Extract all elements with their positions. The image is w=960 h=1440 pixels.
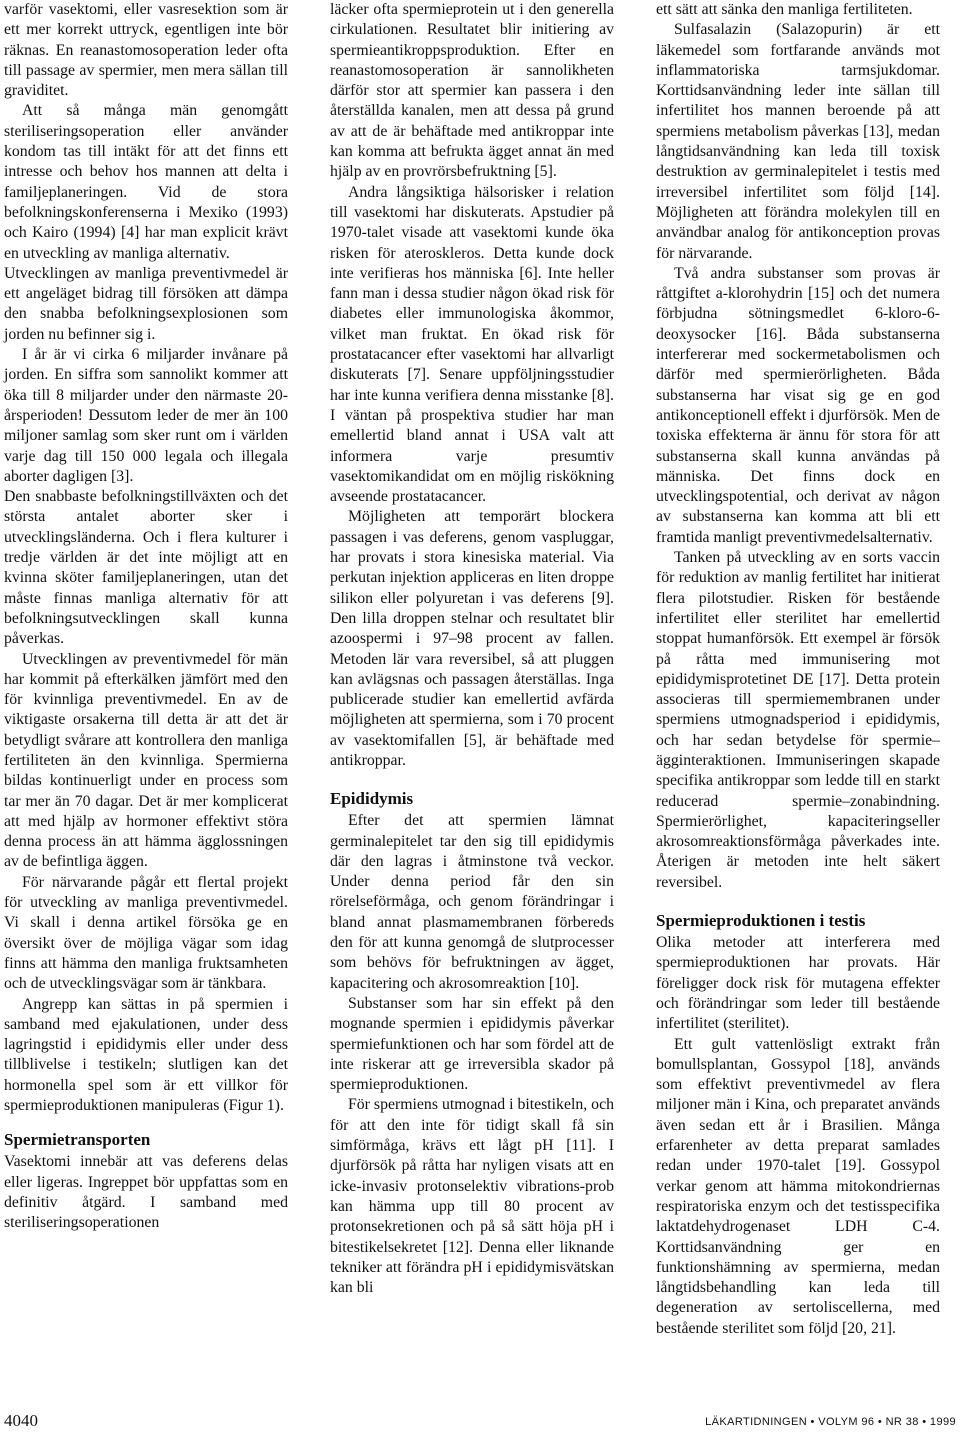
paragraph: Sulfasalazin (Salazopurin) är ett läkemedel som fortfarande används mot inflammatoriska tarmsjukdomar. Korttidsanvändning leder inte sällan till infertilitet hos mannen beroende på att spermiens metabolism påverkas [13], medan långtidsanvändning kan leda till toxisk destruktion av germinalepitelet i testis med irreversibel infertilitet som följd [14]. Möjligheten att förändra molekylen till en användbar analog för antikonception provas för närvarande.	[656, 21, 940, 262]
section-heading: Spermieproduktionen i testis	[656, 911, 866, 931]
paragraph: Ett gult vattenlösligt extrakt från bomullsplantan, Gossypol [18], används som effektivt preventivmedel av flera miljoner män i Kina, och preparatet används även sedan ett år i Brasilien. Många erfarenheter av detta preparat samlades redan under 1970-talet [19]. Gossypol verkar genom att hämma mitokondriernas respiratoriska enzym och det testisspecifika laktatdehydrogenaset LDH C-4. Korttidsanvändning ger en funktionshämning av spermierna, medan långtidsbehandling kan leda till degeneration av sertoliscellerna, med bestående sterilitet som följd [20, 21].	[656, 1035, 940, 1337]
paragraph: Utvecklingen av preventivmedel för män har kommit på efterkälken jämfört med den för kvinnliga preventivmedel. En av de viktigaste orsakerna till detta är att det är betydligt svårare att kontrollera den manliga fertiliteten än den kvinnliga. Spermierna bildas kontinuerligt under en process som tar mer än 70 dagar. Det är mer komplicerat att med hjälp av hormoner effektivt störa denna process än att hämma ägglossningen av de befintliga äggen.	[4, 650, 288, 871]
journal-footer: LÄKARTIDNINGEN • VOLYM 96 • NR 38 • 1999	[705, 1416, 956, 1428]
paragraph: Den snabbaste befolkningstillväxten och det största antalet aborter sker i utvecklingsländerna. Och i flera kulturer i tredje världen är det inte möjligt att en kvinna sköter familjeplaneringen, utan det måste finnas manliga alternativ för att befolkningsutvecklingen skall kunna påverkas.	[4, 488, 288, 648]
section-heading: Epididymis	[330, 789, 414, 809]
paragraph: ett sätt att sänka den manliga fertiliteten.	[656, 1, 913, 18]
page-number: 4040	[4, 1411, 38, 1430]
text-column-2	[330, 0, 614, 1298]
paragraph: Andra långsiktiga hälsorisker i relation till vasektomi har diskuterats. Apstudier på 1970-talet visade att vasektomi kunde öka risken för ateroskleros. Detta kunde dock inte verifieras hos människa [6]. Inte heller fann man i dessa studier någon ökad risk för diabetes eller immunologiska åkommor, vilket man fruktat. En ökad risk för prostatacancer efter vasektomi har allvarligt diskuterats [7]. Senare uppföljningsstudier har inte kunna verifiera denna misstanke [8]. I väntan på prospektiva studier har man emellertid bland annat i USA valt att informera varje presumtiv vasektomikandidat om en möjlig riskökning avseende prostatacancer.	[330, 183, 614, 506]
paragraph: Vasektomi innebär att vas deferens delas eller ligeras. Ingreppet bör uppfattas som en definitiv åtgärd. I samband med steriliseringsoperationen	[4, 1153, 288, 1232]
paragraph: För närvarande pågår ett flertal projekt för utveckling av manliga preventivmedel. Vi skall i denna artikel försöka ge en översikt över de möjliga vägar som idag finns att hämma den manliga fruktsamheten och de utvecklingsvägar som är tänkbara.	[4, 873, 288, 993]
paragraph: Tanken på utveckling av en sorts vaccin för reduktion av manlig fertilitet har initierat flera pilotstudier. Risken för bestående infertilitet eller sterilitet har emellertid stoppat humanförsök. Ett exempel är försök på råtta med immunisering mot epididymisprotetinet DE [17]. Detta protein associeras till spermiemembranen under spermiens utmognadsperiod i epididymis, och har sedan betydelse för spermie–ägginteraktionen. Immuniseringen skapade specifika antikroppar som ledde till en starkt reducerad spermie–zonabindning. Spermierörlighet, kapaciteringseller akrosomreaktionsförmåga påverkades inte. Återigen är metoden inte helt säkert reversibel.	[656, 549, 940, 891]
text-column-3	[656, 0, 940, 1339]
paragraph: Två andra substanser som provas är råttgiftet a-klorohydrin [15] och det numera förbjudna sötningsmedlet 6-kloro-6-deoxysocker [16]. Båda substanserna interfererar med sockermetabolismen och därför med spermierörligheten. Båda substanserna har visat sig ge en god antikonceptionell effekt i djurförsök. Men de toxiska effekterna är ännu för stora för att substanserna skall kunna användas på människa. Det finns dock en utvecklingspotential, och derivat av någon av substanserna kan komma att bli ett framtida manligt preventivmedelsalternativ.	[656, 264, 940, 546]
paragraph: Substanser som har sin effekt på den mognande spermien i epididymis påverkar spermiefunktionen och har som fördel att de inte riskerar att ge irreversibla skador på spermieproduktionen.	[330, 994, 614, 1094]
paragraph: läcker ofta spermieprotein ut i den generella cirkulationen. Resultatet blir initiering av spermieantikroppsproduktion. Efter en reanastomosoperation är sannolikheten därför stor att spermier kan passera i den återställda kanalen, men att dessa på grund av att de är behäftade med antikroppar inte kan komma att befrukta ägget annat än med hjälp av en provrörsbefruktning [5].	[330, 1, 614, 181]
section-heading: Spermietransporten	[4, 1130, 151, 1150]
paragraph: Utvecklingen av manliga preventivmedel är ett angeläget bidrag till försöken att dämpa den snabba befolkningsexplosionen som jorden nu befinner sig i.	[4, 264, 288, 343]
paragraph: Olika metoder att interferera med spermieproduktionen har provats. Här föreligger dock risk för mutagena effekter och förändringar som leder till bestående infertilitet (sterilitet).	[656, 934, 940, 1033]
paragraph: Angrepp kan sättas in på spermien i samband med ejakulationen, under dess lagringstid i epididymis eller under dess tillblivelse i testikeln; slutligen kan det hormonella spel som är ett villkor för spermieproduktionen manipuleras (Figur 1).	[4, 995, 288, 1115]
paragraph: Efter det att spermien lämnat germinalepitelet tar den sig till epididymis där den lagras i åtminstone två veckor. Under denna period får den sin rörelseförmåga, och genom förändringar i bland annat plasmamembranen förbereds den för att kunna genomgå de slutprocesser som behövs för befruktningen av ägget, kapacitering och akrosomreaktion [10].	[330, 812, 614, 992]
paragraph: Möjligheten att temporärt blockera passagen i vas deferens, genom vaspluggar, har provats i stora kinesiska material. Via perkutan injektion appliceras en liten droppe silikon eller polyuretan i vas deferens [9]. Den lilla droppen stelnar och resultatet blir azoospermi i 97–98 procent av fallen. Metoden lär vara reversibel, så att pluggen kan avlägsnas och passagen återställas. Inga publicerade studier kan emellertid avfärda möjligheten att spermierna, som i 70 procent av vasektomifallen [5], är behäftade med antikroppar.	[330, 508, 614, 769]
text-column-1	[4, 0, 288, 1234]
paragraph: varför vasektomi, eller vasresektion som är ett mer korrekt uttryck, egentligen inte bör räknas. En reanastomosoperation leder ofta till passage av spermier, men mera sällan till graviditet.	[4, 1, 288, 100]
paragraph: För spermiens utmognad i bitestikeln, och för att den inte för tidigt skall få sin simförmåga, krävs ett lågt pH [11]. I djurförsök på råtta har nyligen visats att en icke-invasiv protonselektiv vibrations-prob kan hämma upp till 80 procent av protonsekretionen och på så sätt höja pH i bitestikelsekretet [12]. Denna eller liknande tekniker att förändra pH i epididymisvätskan kan bli	[330, 1096, 614, 1297]
paragraph: I år är vi cirka 6 miljarder invånare på jorden. En siffra som sannolikt kommer att öka till 8 miljarder under den närmaste 20-årsperioden! Dessutom leder de mer än 100 miljoner samlag som sker runt om i världen varje dag till 150 000 legala och illegala aborter dagligen [3].	[4, 346, 288, 485]
paragraph: Att så många män genomgått steriliseringsoperation eller använder kondom tas till intäkt för att det finns ett intresse och behov hos mannen att delta i familjeplaneringen. Vid de stora befolkningskonferenserna i Mexiko (1993) och Kairo (1994) [4] har man explicit krävt en utveckling av manliga alternativ.	[4, 102, 288, 262]
